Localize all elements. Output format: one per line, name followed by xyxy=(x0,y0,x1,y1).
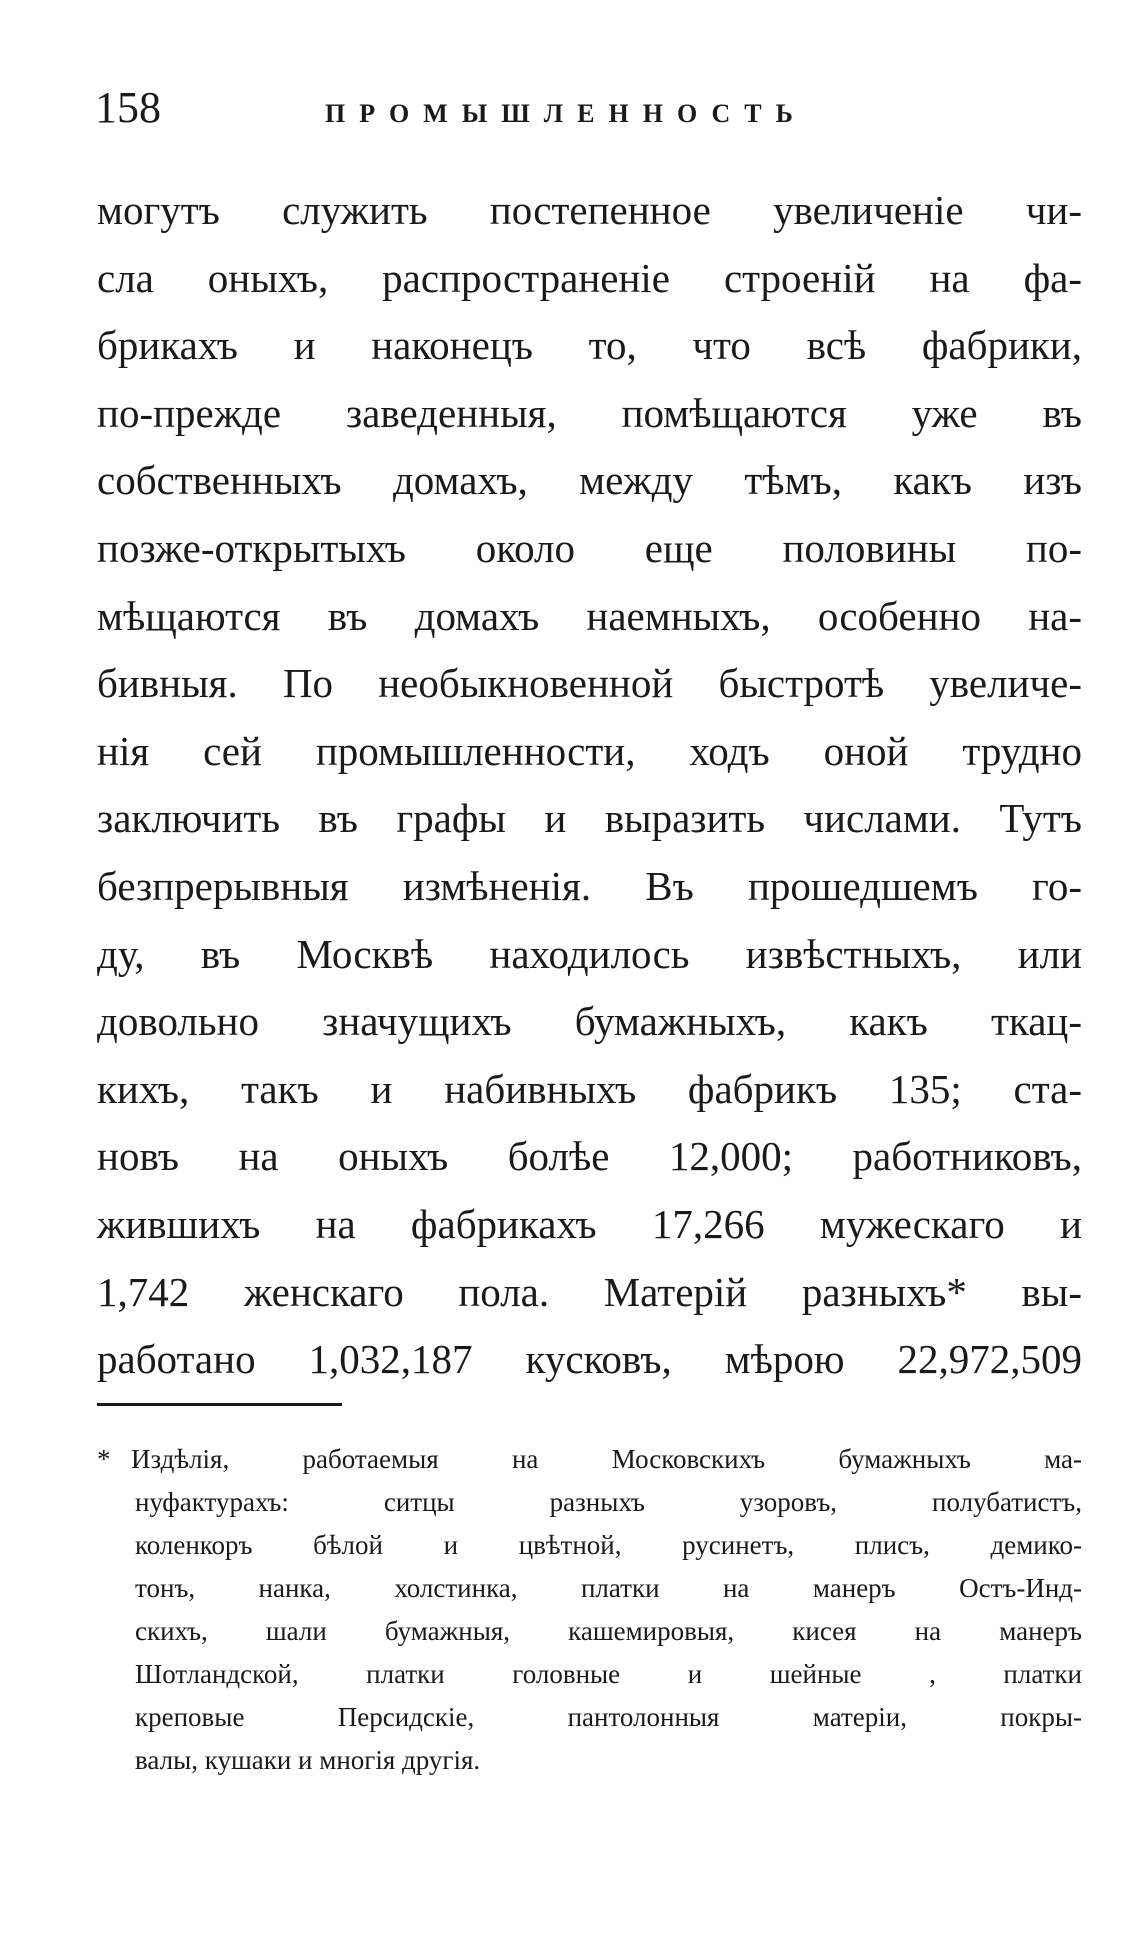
body-line: заключить въ графы и выразить числами. Тутъ xyxy=(97,795,1082,842)
body-line: жившихъ на фабрикахъ 17,266 мужескаго и xyxy=(97,1200,1082,1247)
footnote-divider xyxy=(97,1403,342,1406)
body-line: нія сей промышленности, ходъ оной трудно xyxy=(97,727,1082,774)
body-line: бивныя. По необыкновенной быстротѣ увеличе- xyxy=(97,660,1082,707)
body-line: 1,742 женскаго пола. Матерій разныхъ* вы- xyxy=(97,1268,1082,1315)
footnote xyxy=(97,1438,1082,1782)
body-text xyxy=(97,177,1082,1394)
footnote-line: валы, кушаки и многія другія. xyxy=(135,1745,481,1775)
footnote-line: Шотландской, платки головные и шейные , платки xyxy=(135,1659,1082,1689)
body-line: по-прежде заведенныя, помѣщаются уже въ xyxy=(97,389,1082,436)
body-line: новъ на оныхъ болѣе 12,000; работниковъ, xyxy=(97,1133,1082,1180)
body-line: безпрерывныя измѣненія. Въ прошедшемъ го- xyxy=(97,862,1082,909)
footnote-line: креповые Персидскіе, пантолонныя матеріи, покры- xyxy=(135,1702,1082,1732)
body-line: работано 1,032,187 кусковъ, мѣрою 22,972,509 xyxy=(97,1336,1082,1383)
footnote-line-text: Издѣлія, работаемыя на Московскихъ бумажныхъ ма- xyxy=(131,1444,1082,1474)
body-line: мѣщаются въ домахъ наемныхъ, особенно на- xyxy=(97,592,1082,639)
body-line: брикахъ и наконецъ то, что всѣ фабрики, xyxy=(97,322,1082,369)
footnote-marker: * xyxy=(97,1444,111,1474)
footnote-line: тонъ, нанка, холстинка, платки на манеръ Остъ-Инд- xyxy=(135,1573,1082,1603)
body-line: ду, въ Москвѣ находилось извѣстныхъ, или xyxy=(97,930,1082,977)
footnote-line: скихъ, шали бумажныя, кашемировыя, кисея на манеръ xyxy=(135,1616,1082,1646)
footnote-line xyxy=(97,1438,1082,1481)
footnote-line: коленкоръ бѣлой и цвѣтной, русинетъ, плисъ, демико- xyxy=(135,1530,1082,1560)
body-line: сла оныхъ, распространеніе строеній на фа- xyxy=(97,254,1082,301)
body-line: позже-открытыхъ около еще половины по- xyxy=(97,524,1082,571)
footnote-line: нуфактурахъ: ситцы разныхъ узоровъ, полубатистъ, xyxy=(135,1487,1082,1517)
body-line: собственныхъ домахъ, между тѣмъ, какъ изъ xyxy=(97,457,1082,504)
body-line: довольно значущихъ бумажныхъ, какъ ткац- xyxy=(97,998,1082,1045)
running-head: ПРОМЫШЛЕННОСТЬ xyxy=(325,99,807,128)
page-header xyxy=(95,78,1075,138)
body-line: могутъ служить постепенное увеличеніе чи- xyxy=(97,187,1082,233)
page-number: 158 xyxy=(95,83,161,132)
body-line: кихъ, такъ и набивныхъ фабрикъ 135; ста- xyxy=(97,1065,1082,1112)
